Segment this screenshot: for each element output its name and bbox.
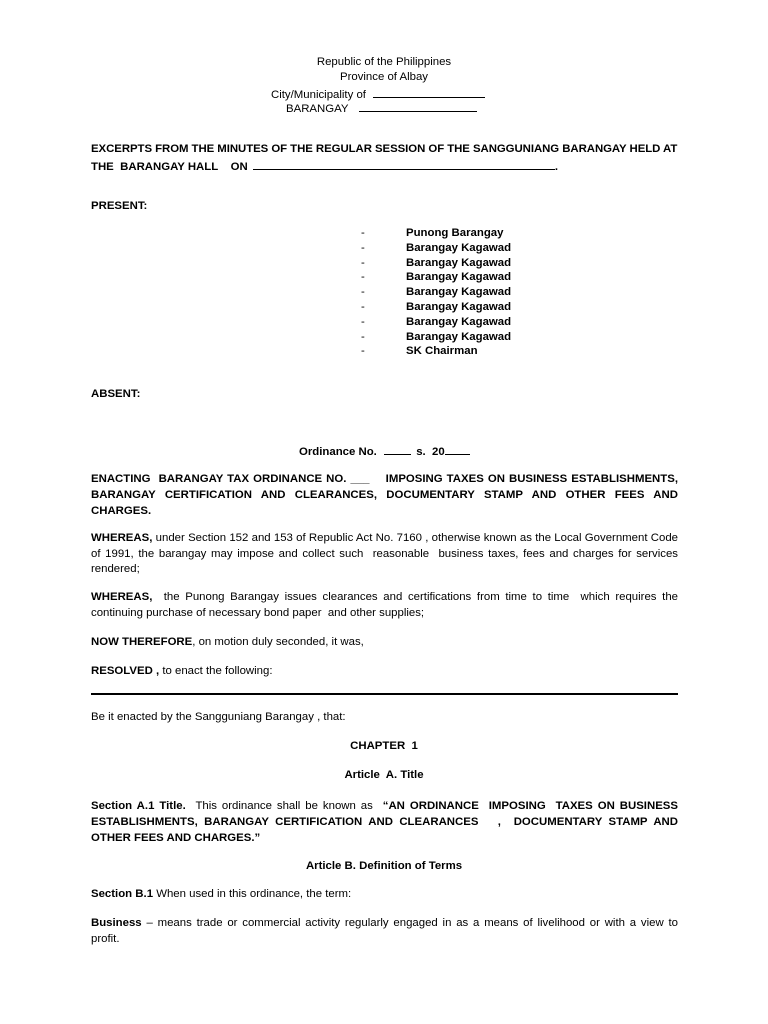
present-list-item — [0, 270, 512, 285]
present-item-name: Barangay Kagawad — [406, 315, 512, 328]
present-item-name: SK Chairman — [406, 345, 478, 358]
present-item-dash: - — [361, 241, 365, 254]
present-item-name: Barangay Kagawad — [406, 271, 512, 284]
present-item-dash: - — [361, 301, 365, 313]
header-republic: Republic of the Philippines — [316, 56, 452, 68]
present-label: PRESENT: — [91, 200, 148, 212]
session-date-blank — [253, 157, 555, 170]
ordinance-number-blank — [384, 442, 411, 455]
resolved-text: to enact the following: — [159, 665, 273, 677]
horizontal-rule — [91, 693, 678, 695]
now-therefore-line — [91, 635, 364, 650]
ordinance-number-line — [299, 442, 470, 460]
present-item-name: Barangay Kagawad — [406, 286, 512, 299]
present-item-name: Barangay Kagawad — [406, 330, 512, 343]
present-list-item — [0, 300, 512, 315]
section-b1-text: When used in this ordinance, the term: — [153, 888, 352, 900]
be-it-enacted-line: Be it enacted by the Sangguniang Barangay , that: — [91, 711, 346, 723]
section-a1-title: “AN ORDINANCE IMPOSING TAXES ON BUSINESS ESTABLISHMENTS, BARANGAY CERTIFICATION AND CLEARANCES , DOCUMENTARY STAMP AND OTHER FEES AND CHARGES.” — [91, 800, 682, 844]
section-a1-paragraph — [91, 798, 682, 846]
header-province: Province of Albay — [339, 71, 428, 83]
excerpts-line2-suffix: . — [554, 161, 559, 173]
whereas2-lead: WHEREAS, — [91, 591, 153, 603]
present-item-dash: - — [361, 286, 365, 299]
present-item-name: Barangay Kagawad — [406, 241, 512, 254]
business-definition-paragraph — [91, 915, 678, 947]
excerpts-line2 — [91, 157, 558, 175]
business-def-text: – means trade or commercial activity regularly engaged in as a means of livelihood or with a view to profit. — [91, 917, 678, 945]
section-b1-lead: Section B.1 — [91, 888, 154, 900]
resolved-lead: RESOLVED , — [91, 665, 160, 677]
header-barangay-line — [286, 99, 477, 117]
section-a1-lead: Section A.1 Title. — [91, 800, 186, 812]
present-list-item — [0, 256, 512, 271]
present-list-item — [0, 285, 512, 300]
city-blank — [373, 85, 485, 98]
present-item-dash: - — [361, 315, 365, 328]
present-list-item — [0, 330, 512, 345]
whereas1-text: under Section 152 and 153 of Republic Act No. 7160 , otherwise known as the Local Government Code of 1991, the barangay may impose and collect such reasonable business taxes, fees and charges for services rendered; — [91, 532, 682, 575]
present-list-item — [0, 226, 504, 241]
whereas-paragraph-1 — [91, 531, 682, 578]
section-b1-line — [91, 887, 351, 902]
barangay-blank — [359, 99, 477, 112]
present-item-dash: - — [361, 345, 365, 358]
present-item-name: Barangay Kagawad — [406, 256, 512, 269]
chapter-heading: CHAPTER 1 — [350, 740, 418, 752]
present-item-name: Punong Barangay — [406, 227, 504, 239]
now-therefore-lead: NOW THEREFORE — [91, 636, 193, 648]
present-list-item — [0, 241, 512, 256]
present-item-dash: - — [361, 330, 365, 343]
whereas2-text: the Punong Barangay issues clearances and certifications from time to time which requires the continuing purchase of necessary bond paper and other supplies; — [91, 591, 682, 619]
article-b-heading: Article B. Definition of Terms — [305, 860, 463, 872]
header-barangay-label: BARANGAY — [286, 103, 349, 115]
absent-label: ABSENT: — [91, 388, 141, 400]
enacting-paragraph: ENACTING BARANGAY TAX ORDINANCE NO. ___ IMPOSING TAXES ON BUSINESS ESTABLISHMENTS, BARANGAY CERTIFICATION AND CLEARANCES, DOCUMENTARY STAMP AND OTHER FEES AND CHARGES. — [91, 473, 682, 517]
present-item-name: Barangay Kagawad — [406, 301, 512, 313]
present-list-item — [0, 344, 478, 359]
ordinance-series: s. 20 — [416, 446, 445, 458]
excerpts-line1: EXCERPTS FROM THE MINUTES OF THE REGULAR SESSION OF THE SANGGUNIANG BARANGAY HELD AT — [91, 143, 678, 155]
article-a-heading: Article A. Title — [344, 769, 424, 781]
business-def-lead: Business — [91, 917, 142, 929]
whereas-paragraph-2 — [91, 590, 682, 621]
ordinance-year-blank — [445, 442, 470, 455]
present-item-dash: - — [361, 256, 365, 269]
now-therefore-text: , on motion duly seconded, it was, — [192, 636, 364, 648]
resolved-line — [91, 664, 273, 679]
present-item-dash: - — [361, 271, 365, 284]
whereas1-lead: WHEREAS, — [91, 532, 153, 544]
ordinance-label: Ordinance No. — [299, 446, 377, 458]
section-a1-text: This ordinance shall be known as — [185, 800, 383, 812]
present-list-item — [0, 315, 512, 330]
header-city-label: City/Municipality of — [271, 89, 366, 101]
present-item-dash: - — [361, 227, 365, 239]
excerpts-line2-prefix: THE BARANGAY HALL ON — [91, 161, 248, 173]
